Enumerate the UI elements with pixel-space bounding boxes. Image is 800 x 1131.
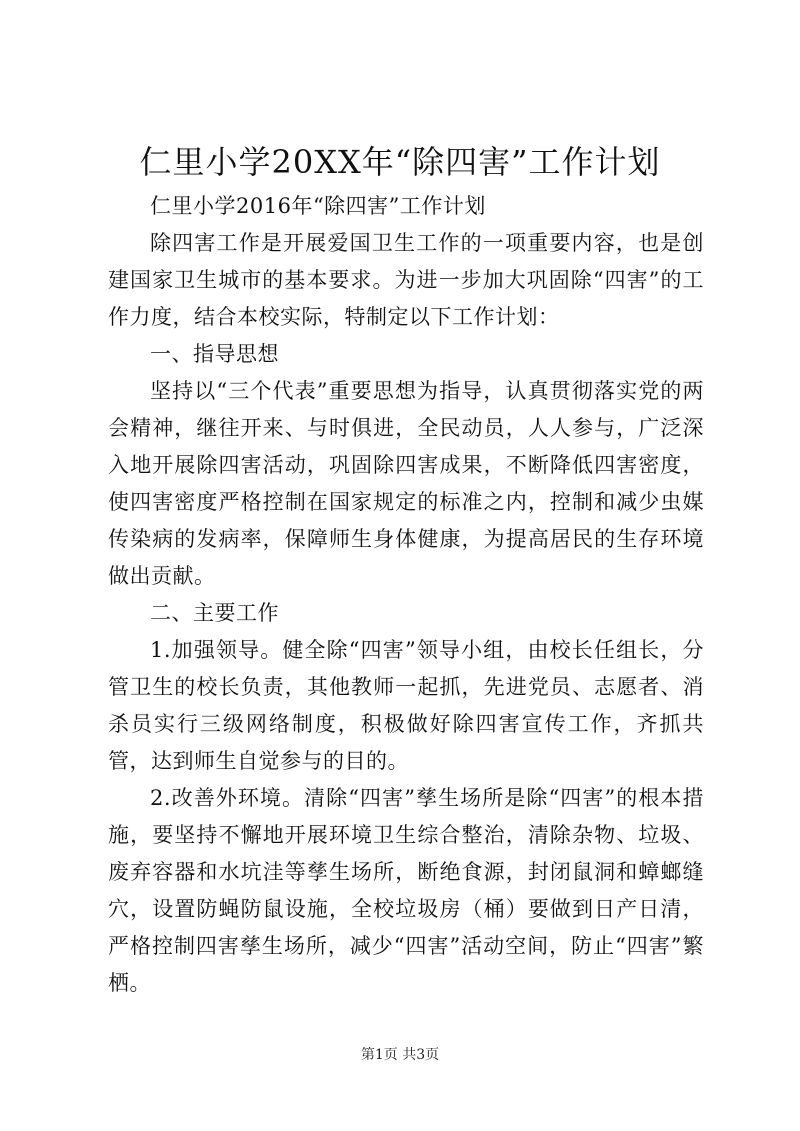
paragraph-subtitle: 仁里小学2016年“除四害”工作计划 — [150, 194, 486, 218]
page-footer: 第1页 共3页 — [360, 1047, 440, 1063]
paragraph-guiding-ideology: 坚持以“三个代表”重要思想为指导，认真贯彻落实党的两会精神，继往开来、与时俱进，全民动员，人人参与，广泛深入地开展除四害活动，巩固除四害成果，不断降低四害密度，使四害密度严格控制在国家规定的标准之内，控制和减少虫媒传染病的发病率，保障师生身体健康，为提高居民的生存环境做出贡献。 — [108, 379, 704, 588]
paragraph-work-item-1: 1.加强领导。健全除“四害”领导小组，由校长任组长，分管卫生的校长负责，其他教师一起抓，先进党员、志愿者、消杀员实行三级网络制度，积极做好除四害宣传工作，齐抓共管，达到师生自觉参与的目的。 — [108, 638, 704, 773]
section-heading-main-work: 二、主要工作 — [150, 601, 279, 625]
paragraph-intro: 除四害工作是开展爱国卫生工作的一项重要内容，也是创建国家卫生城市的基本要求。为进一步加大巩固除“四害”的工作力度，结合本校实际，特制定以下工作计划： — [108, 231, 704, 329]
paragraph-work-item-2: 2.改善外环境。清除“四害”孳生场所是除“四害”的根本措施，要坚持不懈地开展环境卫生综合整治，清除杂物、垃圾、废弃容器和水坑洼等孳生场所，断绝食源，封闭鼠洞和蟑螂缝穴，设置防蝇防鼠设施，全校垃圾房（桶）要做到日产日清，严格控制四害孳生场所，减少“四害”活动空间，防止“四害”繁栖。 — [108, 786, 704, 995]
document-body — [108, 188, 704, 1002]
section-heading-guiding-ideology: 一、指导思想 — [150, 342, 279, 366]
document-title: 仁里小学20XX年“除四害”工作计划 — [139, 143, 661, 181]
